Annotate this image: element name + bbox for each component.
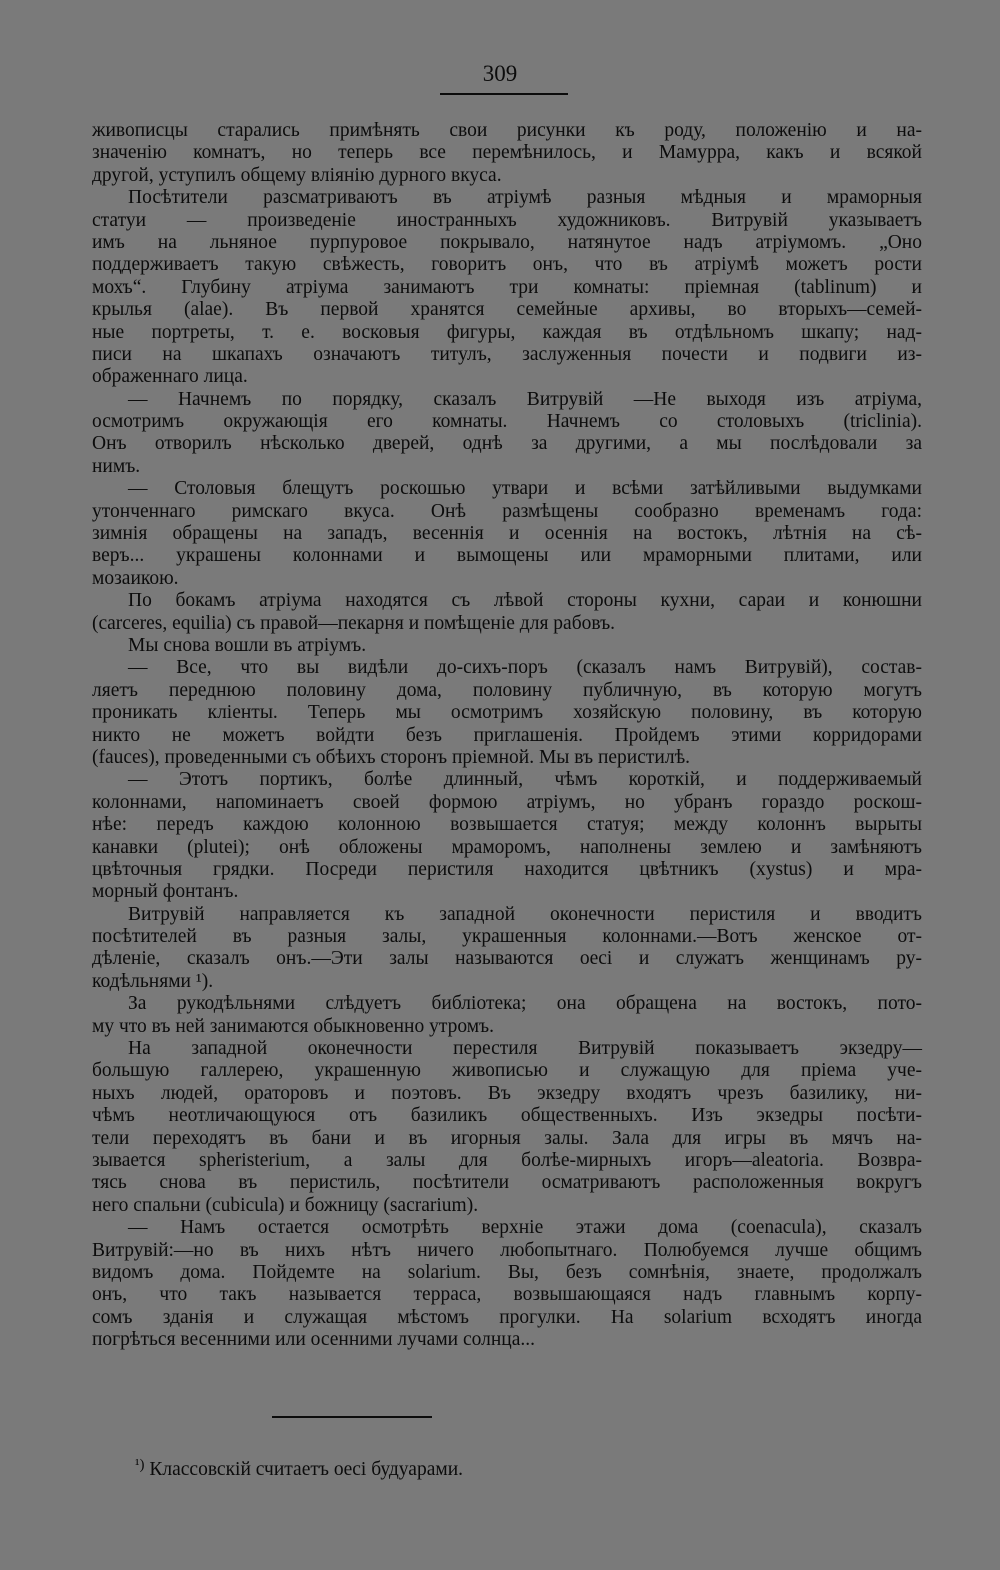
text-line: нимъ. — [92, 455, 141, 477]
text-line: (carceres, equilia) съ правой—пекарня и помѣщеніе для рабовъ. — [92, 612, 616, 634]
text-line: крылья (alae). Въ первой хранятся семейные архивы, во вторыхъ—семей- — [92, 299, 922, 321]
text-line: тели переходятъ въ бани и въ игорныя залы. Зала для игры въ мячъ на- — [92, 1127, 922, 1149]
text-line: колоннами, напоминаетъ своей формою атріумъ, но убранъ гораздо роскош- — [92, 791, 922, 813]
text-line: поддерживаетъ такую свѣжесть, говоритъ онъ, что въ атріумѣ можетъ рости — [92, 254, 922, 276]
text-line: морный фонтанъ. — [92, 881, 239, 903]
text-body — [92, 120, 922, 1351]
footnote-marker: ¹) — [135, 1457, 145, 1473]
footnote-rule — [272, 1416, 432, 1418]
text-line: другой, уступилъ общему вліянію дурного вкуса. — [92, 164, 502, 186]
text-line: онъ, что такъ называется терраса, возвышающаяся надъ главнымъ корпу- — [92, 1284, 922, 1306]
text-line: него спальни (cubicula) и божницу (sacrarium). — [92, 1194, 479, 1216]
text-line: ныхъ людей, ораторовъ и поэтовъ. Въ экзедру входятъ чрезъ базилику, ни- — [92, 1082, 922, 1104]
text-line: сомъ зданія и служащая мѣстомъ прогулки. На solarium всходятъ иногда — [92, 1306, 922, 1328]
text-line: тясь снова въ перистиль, посѣтители осматриваютъ расположенныя вокругъ — [92, 1172, 922, 1194]
text-line: посѣтителей въ разныя залы, украшенныя колоннами.—Вотъ женское от- — [92, 926, 922, 948]
text-line: чѣмъ неотличающуюся отъ базиликъ общественныхъ. Изъ экзедры посѣти- — [92, 1105, 922, 1127]
page-number: 309 — [482, 61, 518, 86]
text-line: зимнія обращены на западъ, весеннія и осеннія на востокъ, лѣтнія на сѣ- — [92, 523, 922, 545]
text-line: проникать кліенты. Теперь мы осмотримъ хозяйскую половину, въ которую — [92, 702, 922, 724]
text-line: — Намъ остается осмотрѣть верхніе этажи дома (coenacula), сказалъ — [128, 1217, 922, 1239]
text-line: (fauces), проведенными съ обѣихъ сторонъ пріемной. Мы въ перистилѣ. — [92, 746, 691, 768]
text-line: дѣленіе, сказалъ онъ.—Эти залы называются oeci и служатъ женщинамъ ру- — [92, 948, 922, 970]
text-line: канавки (plutei); онѣ обложены мраморомъ, наполнены землею и замѣняютъ — [92, 836, 922, 858]
text-line: никто не можетъ войдти безъ приглашенія. Пройдемъ этими корридорами — [92, 724, 922, 746]
text-line: осмотримъ окружающія его комнаты. Начнемъ со столовыхъ (triclinia). — [92, 411, 922, 433]
text-line: — Этотъ портикъ, болѣе длинный, чѣмъ короткій, и поддерживаемый — [128, 769, 922, 791]
text-line: веръ... украшены колоннами и вымощены или мраморными плитами, или — [92, 545, 922, 567]
text-line: — Все, что вы видѣли до-сихъ-поръ (сказалъ намъ Витрувій), состав- — [128, 657, 922, 679]
text-line: погрѣться весенними или осенними лучами солнца... — [92, 1329, 536, 1351]
text-line: Мы снова вошли въ атріумъ. — [128, 634, 367, 656]
text-line: значенію комнатъ, но теперь все перемѣнилось, и Мамурра, какъ и всякой — [92, 142, 922, 164]
text-line: нѣе: передъ каждою колонною возвышается статуя; между колоннъ вырыты — [92, 814, 922, 836]
text-line: — Начнемъ по порядку, сказалъ Витрувій —Не выходя изъ атріума, — [128, 388, 922, 410]
text-line: статуи — произведеніе иностранныхъ художниковъ. Витрувій указываетъ — [92, 209, 922, 231]
text-line: мозаикою. — [92, 567, 179, 589]
footnote — [135, 1453, 463, 1482]
footnote-text: Классовскій считаетъ oeci будуарами. — [149, 1459, 464, 1480]
text-line: Посѣтители разсматриваютъ въ атріумѣ разныя мѣдныя и мраморныя — [128, 187, 922, 209]
text-line: кодѣльнями ¹). — [92, 970, 214, 992]
page-number-rule — [440, 93, 568, 95]
text-line: живописцы старались примѣнять свои рисунки къ роду, положенію и на- — [92, 120, 922, 141]
text-line: ляетъ переднюю половину дома, половину публичную, въ которую могутъ — [92, 679, 922, 701]
text-line: видомъ дома. Пойдемте на solarium. Вы, безъ сомнѣнія, знаете, продолжалъ — [92, 1261, 922, 1283]
text-line: большую галлерею, украшенную живописью и служащую для пріема уче- — [92, 1060, 922, 1082]
text-line: — Столовыя блещутъ роскошью утвари и всѣми затѣйливыми выдумками — [128, 478, 922, 500]
text-line: зывается spheristerium, а залы для болѣе-мирныхъ игоръ—aleatoria. Возвра- — [92, 1149, 922, 1171]
text-line: утонченнаго римскаго вкуса. Онѣ размѣщены сообразно временамъ года: — [92, 500, 922, 522]
text-line: Онъ отворилъ нѣсколько дверей, однѣ за другими, а мы послѣдовали за — [92, 433, 922, 455]
text-line: По бокамъ атріума находятся съ лѣвой стороны кухни, сараи и конюшни — [128, 590, 922, 612]
text-line: ные портреты, т. е. восковыя фигуры, каждая въ отдѣльномъ шкапу; над- — [92, 321, 922, 343]
text-line: имъ на льняное пурпуровое покрывало, натянутое надъ атріумомъ. „Оно — [92, 231, 922, 253]
text-line: писи на шкапахъ означаютъ титулъ, заслуженныя почести и подвиги из- — [92, 343, 922, 365]
text-line: За рукодѣльнями слѣдуетъ библіотека; она обращена на востокъ, пото- — [128, 993, 922, 1015]
text-line: На западной оконечности перестиля Витрувій показываетъ экзедру— — [128, 1038, 922, 1060]
text-line: ображеннаго лица. — [92, 366, 248, 388]
text-line: Витрувій:—но въ нихъ нѣтъ ничего любопытнаго. Полюбуемся лучше общимъ — [92, 1239, 922, 1261]
text-line: цвѣточныя грядки. Посреди перистиля находится цвѣтникъ (xystus) и мра- — [92, 858, 922, 880]
text-line: Витрувій направляется къ западной оконечности перистиля и вводитъ — [128, 903, 922, 925]
text-line: му что въ ней занимаются обыкновенно утромъ. — [92, 1015, 495, 1037]
text-line: мохъ“. Глубину атріума занимаютъ три комнаты: пріемная (tablinum) и — [92, 276, 922, 298]
